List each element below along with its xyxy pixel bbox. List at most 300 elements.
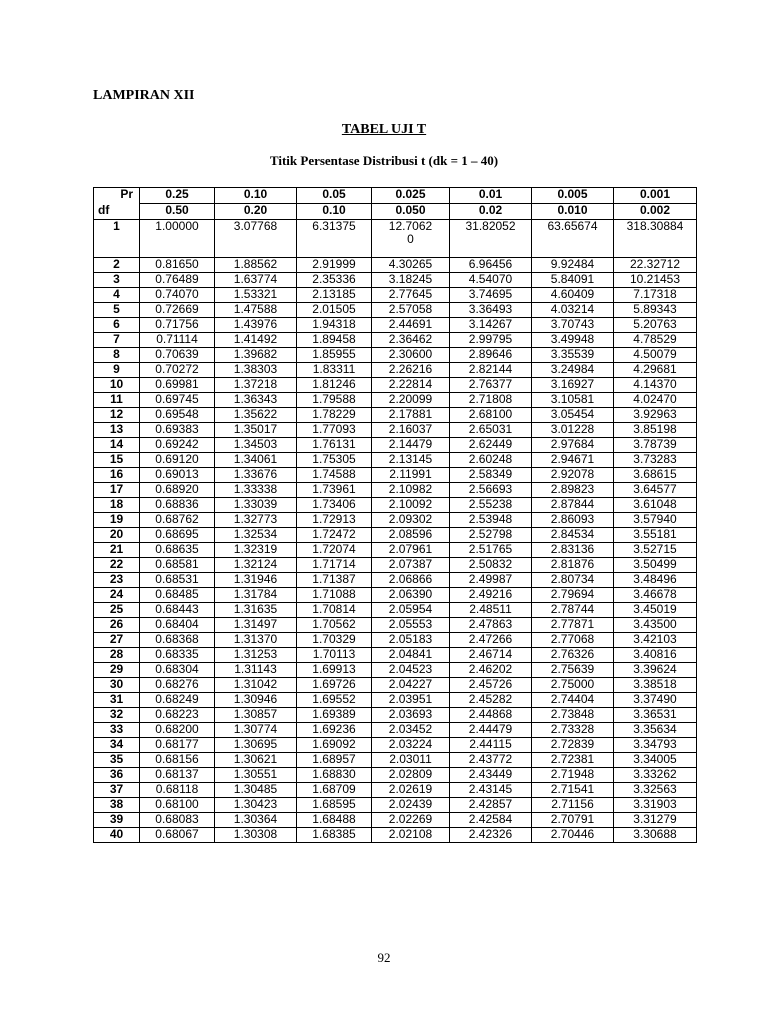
value-cell: 0.68083 (140, 813, 215, 828)
value-cell: 2.06866 (372, 573, 450, 588)
value-cell: 1.36343 (215, 393, 297, 408)
value-cell: 2.42857 (450, 798, 532, 813)
value-cell: 3.64577 (614, 483, 697, 498)
value-cell: 318.30884 (614, 220, 697, 258)
t-distribution-table (93, 187, 697, 843)
value-cell: 0.68635 (140, 543, 215, 558)
table-row (94, 423, 697, 438)
value-cell: 1.94318 (297, 318, 372, 333)
value-cell: 2.55238 (450, 498, 532, 513)
value-cell: 2.22814 (372, 378, 450, 393)
table-row (94, 663, 697, 678)
value-cell: 0.68067 (140, 828, 215, 843)
value-cell: 1.31370 (215, 633, 297, 648)
value-cell: 2.30600 (372, 348, 450, 363)
df-cell: 5 (94, 303, 140, 318)
header-two-tail-cell: 0.010 (532, 204, 614, 220)
value-cell: 10.21453 (614, 273, 697, 288)
value-cell: 2.02269 (372, 813, 450, 828)
value-cell: 63.65674 (532, 220, 614, 258)
value-cell: 2.05183 (372, 633, 450, 648)
header-two-tail-cell: 0.02 (450, 204, 532, 220)
header-one-tail-cell: 0.10 (215, 188, 297, 204)
value-cell: 1.30364 (215, 813, 297, 828)
value-cell: 1.31946 (215, 573, 297, 588)
df-cell: 32 (94, 708, 140, 723)
df-cell: 17 (94, 483, 140, 498)
value-cell: 0.68368 (140, 633, 215, 648)
value-cell: 1.34503 (215, 438, 297, 453)
value-cell: 1.32773 (215, 513, 297, 528)
value-cell: 3.31279 (614, 813, 697, 828)
value-cell: 2.86093 (532, 513, 614, 528)
value-cell: 2.16037 (372, 423, 450, 438)
value-cell: 2.92078 (532, 468, 614, 483)
table-row (94, 678, 697, 693)
value-cell: 1.47588 (215, 303, 297, 318)
value-cell: 0.69981 (140, 378, 215, 393)
value-cell: 1.69236 (297, 723, 372, 738)
value-cell: 2.87844 (532, 498, 614, 513)
value-cell: 2.05553 (372, 618, 450, 633)
value-cell: 1.32124 (215, 558, 297, 573)
value-cell: 2.82144 (450, 363, 532, 378)
df-cell: 29 (94, 663, 140, 678)
value-cell: 1.30857 (215, 708, 297, 723)
df-cell: 39 (94, 813, 140, 828)
value-cell: 0.76489 (140, 273, 215, 288)
df-cell: 2 (94, 258, 140, 273)
value-cell: 2.60248 (450, 453, 532, 468)
value-cell: 2.75639 (532, 663, 614, 678)
df-cell: 11 (94, 393, 140, 408)
value-cell: 1.71714 (297, 558, 372, 573)
value-cell: 2.74404 (532, 693, 614, 708)
value-cell: 0.68443 (140, 603, 215, 618)
df-cell: 38 (94, 798, 140, 813)
df-cell: 19 (94, 513, 140, 528)
table-row (94, 633, 697, 648)
value-cell: 1.41492 (215, 333, 297, 348)
value-cell: 1.89458 (297, 333, 372, 348)
df-cell: 18 (94, 498, 140, 513)
value-cell: 1.73961 (297, 483, 372, 498)
df-cell: 20 (94, 528, 140, 543)
value-cell: 2.11991 (372, 468, 450, 483)
value-cell: 1.68595 (297, 798, 372, 813)
value-cell: 2.13145 (372, 453, 450, 468)
value-cell: 2.89823 (532, 483, 614, 498)
value-cell: 4.50079 (614, 348, 697, 363)
value-cell: 0.68137 (140, 768, 215, 783)
table-row (94, 498, 697, 513)
value-text: 12.70620 (388, 219, 433, 246)
value-cell: 1.71387 (297, 573, 372, 588)
value-cell: 3.38518 (614, 678, 697, 693)
value-cell: 3.18245 (372, 273, 450, 288)
value-cell: 1.77093 (297, 423, 372, 438)
df-cell: 34 (94, 738, 140, 753)
df-cell: 16 (94, 468, 140, 483)
value-cell: 3.37490 (614, 693, 697, 708)
value-cell: 0.69383 (140, 423, 215, 438)
value-cell: 2.77645 (372, 288, 450, 303)
value-cell: 2.02439 (372, 798, 450, 813)
value-cell: 1.30308 (215, 828, 297, 843)
table-row (94, 408, 697, 423)
value-cell: 2.46202 (450, 663, 532, 678)
df-cell: 35 (94, 753, 140, 768)
value-cell: 2.70791 (532, 813, 614, 828)
value-cell: 4.03214 (532, 303, 614, 318)
value-cell: 0.70639 (140, 348, 215, 363)
header-two-tail-cell: 0.002 (614, 204, 697, 220)
value-cell: 1.30485 (215, 783, 297, 798)
header-one-tail-cell: 0.001 (614, 188, 697, 204)
value-cell: 3.61048 (614, 498, 697, 513)
df-cell: 36 (94, 768, 140, 783)
value-cell: 1.33676 (215, 468, 297, 483)
value-cell: 1.70113 (297, 648, 372, 663)
value-cell: 2.71541 (532, 783, 614, 798)
value-cell: 2.52798 (450, 528, 532, 543)
table-row (94, 693, 697, 708)
table-row (94, 303, 697, 318)
value-cell: 2.70446 (532, 828, 614, 843)
df-cell: 24 (94, 588, 140, 603)
value-cell: 2.83136 (532, 543, 614, 558)
table-row (94, 753, 697, 768)
df-cell: 12 (94, 408, 140, 423)
value-cell: 3.78739 (614, 438, 697, 453)
value-cell: 1.68957 (297, 753, 372, 768)
value-cell: 3.48496 (614, 573, 697, 588)
table-row (94, 828, 697, 843)
value-cell: 0.68762 (140, 513, 215, 528)
value-cell: 1.35017 (215, 423, 297, 438)
df-cell: 27 (94, 633, 140, 648)
value-cell: 2.73848 (532, 708, 614, 723)
table-row (94, 738, 697, 753)
value-cell: 3.35634 (614, 723, 697, 738)
value-cell: 0.81650 (140, 258, 215, 273)
value-cell: 1.68709 (297, 783, 372, 798)
value-cell: 3.40816 (614, 648, 697, 663)
table-row (94, 813, 697, 828)
value-cell: 3.49948 (532, 333, 614, 348)
df-cell: 7 (94, 333, 140, 348)
value-cell: 2.76377 (450, 378, 532, 393)
value-cell: 1.81246 (297, 378, 372, 393)
value-cell: 1.30774 (215, 723, 297, 738)
value-cell: 3.46678 (614, 588, 697, 603)
value-cell: 2.73328 (532, 723, 614, 738)
df-cell: 31 (94, 693, 140, 708)
value-cell: 3.42103 (614, 633, 697, 648)
value-cell: 0.68249 (140, 693, 215, 708)
value-cell: 2.10982 (372, 483, 450, 498)
header-two-tail-cell: 0.20 (215, 204, 297, 220)
df-cell: 13 (94, 423, 140, 438)
df-cell: 30 (94, 678, 140, 693)
value-cell: 31.82052 (450, 220, 532, 258)
value-cell: 2.06390 (372, 588, 450, 603)
value-cell: 2.50832 (450, 558, 532, 573)
value-cell: 2.81876 (532, 558, 614, 573)
value-cell: 3.45019 (614, 603, 697, 618)
value-cell: 1.31784 (215, 588, 297, 603)
table-row (94, 618, 697, 633)
value-cell: 2.71948 (532, 768, 614, 783)
value-cell: 3.30688 (614, 828, 697, 843)
value-cell: 1.37218 (215, 378, 297, 393)
df-cell: 21 (94, 543, 140, 558)
value-cell: 2.17881 (372, 408, 450, 423)
table-row (94, 333, 697, 348)
value-cell: 2.44868 (450, 708, 532, 723)
value-cell: 1.78229 (297, 408, 372, 423)
value-cell: 3.70743 (532, 318, 614, 333)
table-row (94, 220, 697, 258)
value-cell: 1.72913 (297, 513, 372, 528)
value-cell: 1.68830 (297, 768, 372, 783)
value-cell (372, 220, 450, 258)
value-cell: 3.07768 (215, 220, 297, 258)
table-row (94, 588, 697, 603)
table-row (94, 543, 697, 558)
table-row (94, 603, 697, 618)
value-cell: 2.04227 (372, 678, 450, 693)
value-cell: 5.84091 (532, 273, 614, 288)
value-cell: 1.31253 (215, 648, 297, 663)
value-cell: 0.68200 (140, 723, 215, 738)
value-cell: 0.68836 (140, 498, 215, 513)
value-cell: 2.89646 (450, 348, 532, 363)
value-cell: 4.60409 (532, 288, 614, 303)
df-cell: 15 (94, 453, 140, 468)
df-cell: 1 (94, 220, 140, 258)
value-cell: 2.44115 (450, 738, 532, 753)
value-cell: 1.30946 (215, 693, 297, 708)
value-cell: 3.14267 (450, 318, 532, 333)
value-cell: 2.13185 (297, 288, 372, 303)
value-cell: 2.76326 (532, 648, 614, 663)
value-cell: 2.45282 (450, 693, 532, 708)
value-cell: 2.75000 (532, 678, 614, 693)
value-cell: 2.42584 (450, 813, 532, 828)
value-cell: 1.32319 (215, 543, 297, 558)
value-cell: 1.31042 (215, 678, 297, 693)
value-cell: 3.52715 (614, 543, 697, 558)
value-cell: 2.14479 (372, 438, 450, 453)
value-cell: 3.10581 (532, 393, 614, 408)
value-cell: 2.72839 (532, 738, 614, 753)
value-cell: 3.50499 (614, 558, 697, 573)
value-cell: 0.69013 (140, 468, 215, 483)
table-row (94, 393, 697, 408)
value-cell: 2.43145 (450, 783, 532, 798)
value-cell: 2.05954 (372, 603, 450, 618)
value-cell: 1.69913 (297, 663, 372, 678)
value-cell: 2.07961 (372, 543, 450, 558)
value-cell: 1.74588 (297, 468, 372, 483)
df-cell: 40 (94, 828, 140, 843)
table-row (94, 558, 697, 573)
value-cell: 2.72381 (532, 753, 614, 768)
value-cell: 2.71808 (450, 393, 532, 408)
value-cell: 1.34061 (215, 453, 297, 468)
value-cell: 1.53321 (215, 288, 297, 303)
value-cell: 0.68156 (140, 753, 215, 768)
value-cell: 4.02470 (614, 393, 697, 408)
table-row (94, 438, 697, 453)
value-cell: 2.62449 (450, 438, 532, 453)
table-row (94, 648, 697, 663)
value-cell: 1.68385 (297, 828, 372, 843)
header-one-tail-cell: 0.05 (297, 188, 372, 204)
value-cell: 5.89343 (614, 303, 697, 318)
value-cell: 2.65031 (450, 423, 532, 438)
value-cell: 1.75305 (297, 453, 372, 468)
value-cell: 0.68223 (140, 708, 215, 723)
value-cell: 3.05454 (532, 408, 614, 423)
value-cell: 0.68695 (140, 528, 215, 543)
value-cell: 1.72074 (297, 543, 372, 558)
value-cell: 3.35539 (532, 348, 614, 363)
value-cell: 1.83311 (297, 363, 372, 378)
value-cell: 0.68531 (140, 573, 215, 588)
value-cell: 7.17318 (614, 288, 697, 303)
value-cell: 9.92484 (532, 258, 614, 273)
value-cell: 1.69552 (297, 693, 372, 708)
value-cell: 2.10092 (372, 498, 450, 513)
value-cell: 1.43976 (215, 318, 297, 333)
table-row (94, 483, 697, 498)
header-row-one-tail (94, 188, 697, 204)
table-row (94, 453, 697, 468)
value-cell: 1.85955 (297, 348, 372, 363)
df-cell: 6 (94, 318, 140, 333)
df-cell: 14 (94, 438, 140, 453)
value-cell: 0.68404 (140, 618, 215, 633)
value-cell: 0.69745 (140, 393, 215, 408)
df-cell: 9 (94, 363, 140, 378)
value-cell: 0.68581 (140, 558, 215, 573)
value-cell: 1.31497 (215, 618, 297, 633)
header-df-label: df (94, 204, 140, 220)
value-cell: 1.32534 (215, 528, 297, 543)
value-cell: 2.71156 (532, 798, 614, 813)
value-cell: 2.46714 (450, 648, 532, 663)
value-cell: 2.09302 (372, 513, 450, 528)
value-cell: 2.47266 (450, 633, 532, 648)
value-cell: 1.88562 (215, 258, 297, 273)
value-cell: 2.78744 (532, 603, 614, 618)
value-cell: 2.03224 (372, 738, 450, 753)
df-cell: 4 (94, 288, 140, 303)
value-cell: 0.68485 (140, 588, 215, 603)
value-cell: 2.02619 (372, 783, 450, 798)
table-row (94, 573, 697, 588)
value-cell: 2.51765 (450, 543, 532, 558)
value-cell: 1.30621 (215, 753, 297, 768)
value-cell: 2.68100 (450, 408, 532, 423)
header-two-tail-cell: 0.50 (140, 204, 215, 220)
value-cell: 2.36462 (372, 333, 450, 348)
value-cell: 4.54070 (450, 273, 532, 288)
value-cell: 1.30695 (215, 738, 297, 753)
value-cell: 0.68118 (140, 783, 215, 798)
value-cell: 2.26216 (372, 363, 450, 378)
value-cell: 2.79694 (532, 588, 614, 603)
value-cell: 6.31375 (297, 220, 372, 258)
value-cell: 2.84534 (532, 528, 614, 543)
df-cell: 8 (94, 348, 140, 363)
value-cell: 2.48511 (450, 603, 532, 618)
value-cell: 1.70814 (297, 603, 372, 618)
header-two-tail-cell: 0.050 (372, 204, 450, 220)
value-cell: 0.69242 (140, 438, 215, 453)
value-cell: 1.63774 (215, 273, 297, 288)
value-cell: 2.99795 (450, 333, 532, 348)
table-row (94, 768, 697, 783)
value-cell: 4.30265 (372, 258, 450, 273)
table-row (94, 348, 697, 363)
value-cell: 3.92963 (614, 408, 697, 423)
value-cell: 1.69092 (297, 738, 372, 753)
value-cell: 22.32712 (614, 258, 697, 273)
page-subtitle: Titik Persentase Distribusi t (dk = 1 – 40) (269, 153, 499, 168)
value-cell: 2.91999 (297, 258, 372, 273)
header-one-tail-cell: 0.005 (532, 188, 614, 204)
value-cell: 2.57058 (372, 303, 450, 318)
value-cell: 2.77871 (532, 618, 614, 633)
value-cell: 3.39624 (614, 663, 697, 678)
value-cell: 2.02108 (372, 828, 450, 843)
value-cell: 1.79588 (297, 393, 372, 408)
value-cell: 4.78529 (614, 333, 697, 348)
value-cell: 1.70329 (297, 633, 372, 648)
value-cell: 3.68615 (614, 468, 697, 483)
value-cell: 0.68100 (140, 798, 215, 813)
page-number: 92 (377, 950, 391, 965)
value-cell: 2.49987 (450, 573, 532, 588)
df-cell: 37 (94, 783, 140, 798)
value-cell: 2.03011 (372, 753, 450, 768)
table-row (94, 363, 697, 378)
header-one-tail-cell: 0.25 (140, 188, 215, 204)
value-cell: 3.85198 (614, 423, 697, 438)
value-cell: 5.20763 (614, 318, 697, 333)
value-cell: 3.34005 (614, 753, 697, 768)
header-row-two-tail (94, 204, 697, 220)
value-cell: 2.45726 (450, 678, 532, 693)
value-cell: 4.29681 (614, 363, 697, 378)
table-row (94, 798, 697, 813)
value-cell: 2.97684 (532, 438, 614, 453)
value-cell: 2.43449 (450, 768, 532, 783)
value-cell: 2.08596 (372, 528, 450, 543)
df-cell: 28 (94, 648, 140, 663)
value-cell: 0.68304 (140, 663, 215, 678)
value-cell: 2.42326 (450, 828, 532, 843)
value-cell: 1.00000 (140, 220, 215, 258)
header-one-tail-cell: 0.025 (372, 188, 450, 204)
value-cell: 1.69726 (297, 678, 372, 693)
value-cell: 0.68335 (140, 648, 215, 663)
value-cell: 1.68488 (297, 813, 372, 828)
value-cell: 2.03452 (372, 723, 450, 738)
